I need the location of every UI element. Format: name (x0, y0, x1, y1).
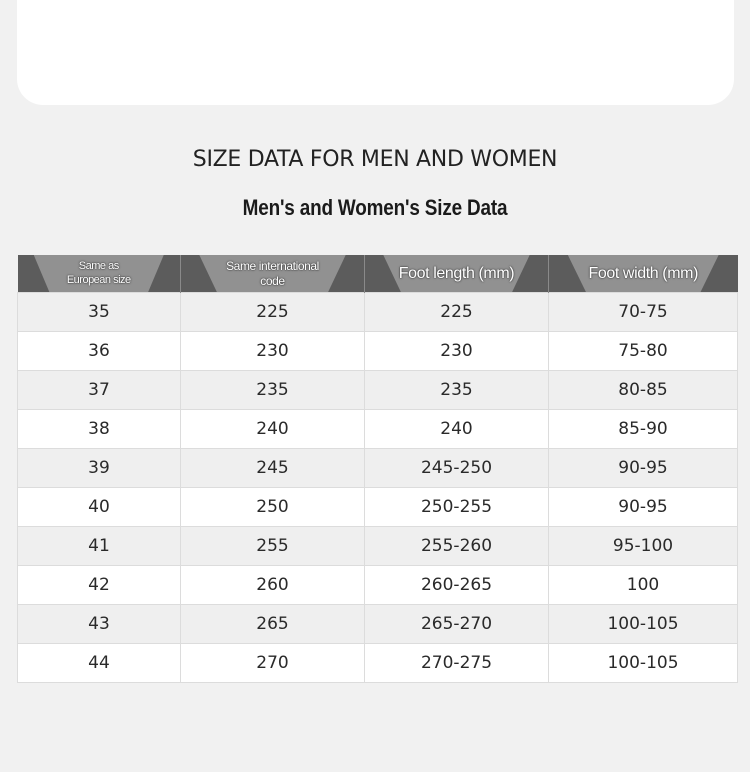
cell-foot-length: 250-255 (365, 488, 549, 527)
table-row (18, 566, 738, 605)
header-european-size (18, 255, 181, 293)
cell-european-size: 39 (18, 449, 181, 488)
cell-international-code: 225 (181, 293, 365, 332)
cell-foot-length: 235 (365, 371, 549, 410)
cell-european-size: 38 (18, 410, 181, 449)
header-foot-length (365, 255, 549, 293)
cell-european-size: 41 (18, 527, 181, 566)
cell-foot-width: 80-85 (549, 371, 738, 410)
cell-foot-length: 245-250 (365, 449, 549, 488)
cell-international-code: 250 (181, 488, 365, 527)
cell-foot-width: 100-105 (549, 644, 738, 683)
cell-foot-length: 255-260 (365, 527, 549, 566)
cell-foot-width: 100 (549, 566, 738, 605)
header-label: Same as European size (66, 260, 131, 286)
cell-international-code: 255 (181, 527, 365, 566)
table-row (18, 293, 738, 332)
cell-international-code: 235 (181, 371, 365, 410)
cell-international-code: 230 (181, 332, 365, 371)
header-label: Same international code (226, 259, 319, 288)
cell-european-size: 37 (18, 371, 181, 410)
cell-foot-length: 225 (365, 293, 549, 332)
table-row (18, 527, 738, 566)
table-row (18, 410, 738, 449)
header-label: Foot length (mm) (398, 264, 515, 282)
table-row (18, 371, 738, 410)
cell-foot-length: 230 (365, 332, 549, 371)
cell-foot-width: 90-95 (549, 488, 738, 527)
cell-international-code: 245 (181, 449, 365, 488)
cell-international-code: 260 (181, 566, 365, 605)
cell-foot-width: 100-105 (549, 605, 738, 644)
cell-international-code: 240 (181, 410, 365, 449)
cell-european-size: 40 (18, 488, 181, 527)
size-table (17, 255, 738, 683)
cell-european-size: 43 (18, 605, 181, 644)
table-row (18, 605, 738, 644)
cell-foot-length: 260-265 (365, 566, 549, 605)
table-row (18, 449, 738, 488)
page-title: SIZE DATA FOR MEN AND WOMEN (192, 147, 558, 172)
cell-foot-width: 90-95 (549, 449, 738, 488)
top-card (17, 0, 734, 105)
header-international-code (181, 255, 365, 293)
cell-european-size: 42 (18, 566, 181, 605)
cell-european-size: 36 (18, 332, 181, 371)
cell-european-size: 44 (18, 644, 181, 683)
page-subtitle: Men's and Women's Size Data (242, 195, 508, 220)
cell-foot-width: 95-100 (549, 527, 738, 566)
cell-european-size: 35 (18, 293, 181, 332)
header-label: Foot width (mm) (588, 264, 699, 282)
header-foot-width (549, 255, 738, 293)
cell-foot-length: 265-270 (365, 605, 549, 644)
table-row (18, 644, 738, 683)
table-row (18, 332, 738, 371)
cell-foot-width: 70-75 (549, 293, 738, 332)
cell-international-code: 270 (181, 644, 365, 683)
cell-foot-length: 270-275 (365, 644, 549, 683)
table-row (18, 488, 738, 527)
cell-foot-length: 240 (365, 410, 549, 449)
cell-foot-width: 85-90 (549, 410, 738, 449)
table-header-row (18, 255, 738, 293)
cell-international-code: 265 (181, 605, 365, 644)
cell-foot-width: 75-80 (549, 332, 738, 371)
